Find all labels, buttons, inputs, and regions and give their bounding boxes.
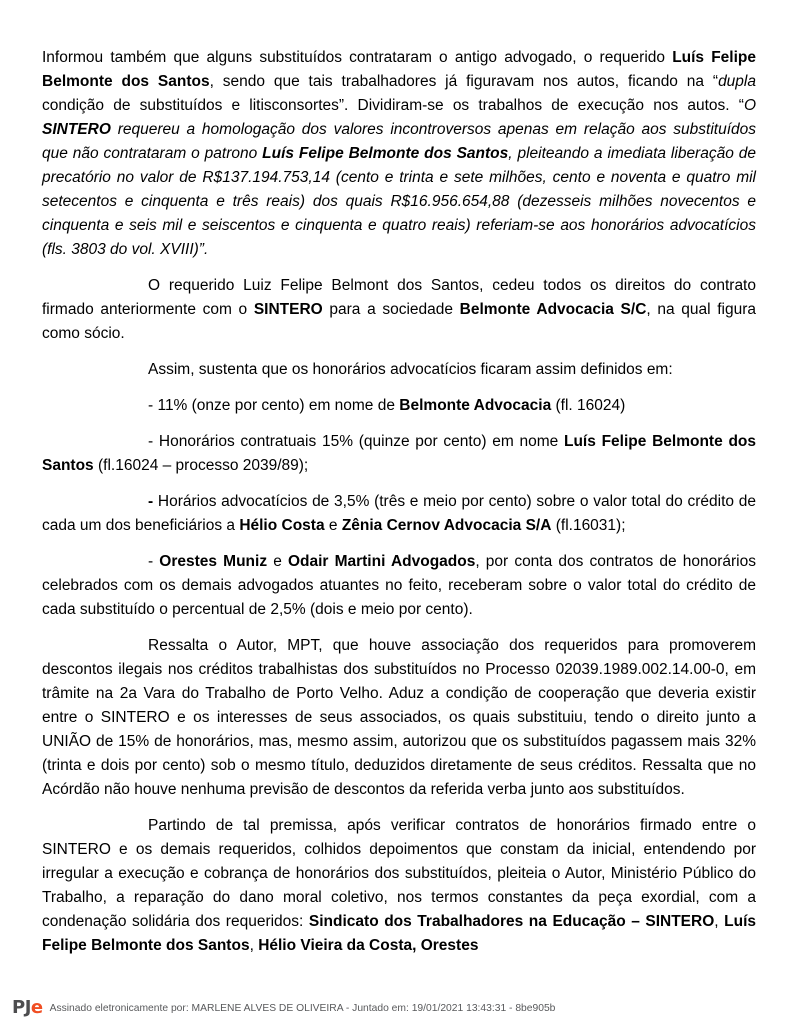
text-run: dupla (718, 73, 756, 90)
text-run: requereu a homologação dos valores incontroversos apenas em relação aos substituídos que não contrataram o patrono (42, 121, 756, 162)
text-run: e (324, 517, 342, 534)
paragraph (42, 634, 756, 802)
text-run: SINTERO (42, 121, 111, 138)
pje-logo-icon (12, 999, 43, 1017)
paragraph (42, 46, 756, 262)
paragraph (42, 274, 756, 346)
text-run: Ressalta o Autor, MPT, que houve associação dos requeridos para promoverem descontos ilegais nos créditos trabalhistas dos substituídos no Processo 02039.1989.002.14.00-0, em trâmite na 2a Vara do Trabalho de Porto Velho. Aduz a condição de cooperação que deveria existir entre o SINTERO e os interesses de seus associados, os quais substituiu, tendo o direito junto a UNIÃO de 15% de honorários, mas, mesmo assim, autorizou que os substituídos pagassem mais 32% (trinta e dois por cento) sob o mesmo título, deduzidos diretamente de seus créditos. Ressalta que no Acórdão não houve nenhuma previsão de descontos da referida verba junto aos substituídos. (42, 637, 756, 798)
pje-logo-pj: PJ (12, 997, 31, 1018)
text-run: Luís Felipe Belmonte dos Santos (42, 913, 757, 954)
text-run: Informou também que alguns substituídos contrataram o antigo advogado, o requerido (42, 49, 673, 66)
text-run: , por conta dos contratos de honorários celebrados com os demais advogados atuantes no feito, receberam sobre o valor total do crédito de cada substituído o percentual de 2,5% (dois e meio por cento). (42, 553, 756, 618)
document-body (42, 46, 756, 970)
text-run: Zênia Cernov Advocacia S/A (341, 517, 552, 534)
text-run: Horários advocatícios de 3,5% (três e meio por cento) sobre o valor total do crédito de cada um dos beneficiários a (42, 493, 756, 534)
paragraph (42, 358, 756, 382)
text-run: Partindo de tal premissa, após verificar contratos de honorários firmado entre o SINTERO e os demais requeridos, colhidos depoimentos que constam da inicial, entendendo por irregular a execução e cobrança de honorários dos substituídos, pleiteia o Autor, Ministério Público do Trabalho, a reparação do dano moral coletivo, nos termos constantes da peça exordial, com a condenação solidária dos requeridos: (42, 817, 756, 930)
text-run: Orestes Muniz (159, 553, 268, 570)
text-run: (fl. 16024) (551, 397, 626, 414)
text-run: (fl.16031); (551, 517, 626, 534)
paragraph (42, 550, 756, 622)
paragraph (42, 394, 756, 418)
text-run: - (148, 493, 154, 510)
text-run: , na qual figura como sócio. (42, 301, 756, 342)
text-run: Odair Martini Advogados (287, 553, 476, 570)
text-run: - (148, 553, 160, 570)
text-run: Sindicato dos Trabalhadores na Educação – SINTERO (308, 913, 715, 930)
text-run: Hélio Vieira da Costa, Orestes (258, 937, 479, 954)
text-run: , (249, 937, 259, 954)
text-run: - 11% (onze por cento) em nome de (148, 397, 400, 414)
pje-logo-e: e (30, 997, 43, 1018)
text-run: Hélio Costa (239, 517, 325, 534)
text-run: O (743, 97, 756, 114)
paragraph (42, 430, 756, 478)
signature-footer (12, 999, 555, 1017)
text-run: , (714, 913, 725, 930)
text-run: Luís Felipe Belmonte dos Santos (262, 145, 509, 162)
paragraph (42, 490, 756, 538)
text-run: , sendo que tais trabalhadores já figuravam nos autos, ficando na “ (209, 73, 719, 90)
text-run: (fl.16024 – processo 2039/89); (93, 457, 309, 474)
text-run: , pleiteando a imediata liberação de precatório no valor de R$137.194.753,14 (cento e trinta e sete milhões, cento e noventa e quatro mil setecentos e cinquenta e três reais) dos quais R$16.956.654,88 (dezesseis milhões novecentos e cinquenta e seis mil e seiscentos e cinquenta e quatro reais) referiam-se aos honorários advocatícios (fls. 3803 do vol. XVIII)”. (42, 145, 756, 258)
text-run: Belmonte Advocacia (399, 397, 552, 414)
text-run: condição de substituídos e litisconsortes”. Dividiram-se os trabalhos de execução nos autos. “ (42, 97, 744, 114)
text-run: - Honorários contratuais 15% (quinze por cento) em nome (148, 433, 564, 450)
text-run: SINTERO (253, 301, 323, 318)
paragraph (42, 814, 756, 958)
text-run: e (267, 553, 288, 570)
text-run: para a sociedade (322, 301, 460, 318)
text-run: Belmonte Advocacia S/C (459, 301, 647, 318)
text-run: O requerido Luiz Felipe Belmont dos Santos, cedeu todos os direitos do contrato firmado anteriormente com o (42, 277, 756, 318)
text-run: Assim, sustenta que os honorários advocatícios ficaram assim definidos em: (148, 361, 673, 378)
text-run: Luís Felipe Belmonte dos Santos (42, 433, 756, 474)
signature-text: Assinado eletronicamente por: MARLENE ALVES DE OLIVEIRA - Juntado em: 19/01/2021 13:43:31 - 8be905b (49, 1002, 556, 1014)
text-run: Luís Felipe Belmonte dos Santos (42, 49, 756, 90)
